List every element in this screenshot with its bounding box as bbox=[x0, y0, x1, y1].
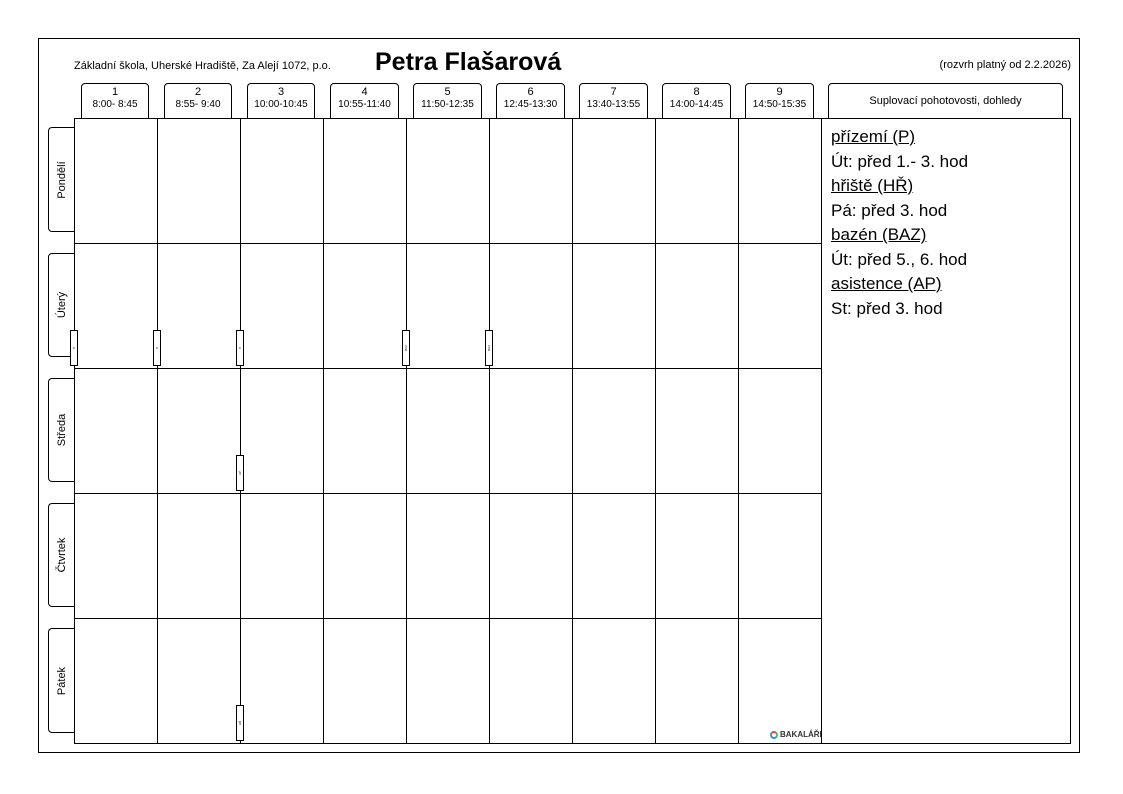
timetable-grid bbox=[74, 118, 822, 744]
grid-line bbox=[75, 493, 821, 494]
logo-text: BAKALÁŘI bbox=[780, 730, 822, 739]
grid-line bbox=[572, 119, 573, 743]
duty-panel bbox=[821, 118, 1071, 744]
duty-detail: Út: před 1.- 3. hod bbox=[831, 151, 969, 171]
period-header-5: 5 11:50-12:35 bbox=[413, 83, 482, 118]
duty-marker: BAZ bbox=[402, 330, 410, 366]
duty-location: hřiště (HŘ) bbox=[831, 176, 914, 195]
duty-location: asistence (AP) bbox=[831, 274, 942, 293]
day-tab-monday: Pondělí bbox=[48, 127, 75, 232]
period-header-8: 8 14:00-14:45 bbox=[662, 83, 731, 118]
grid-line bbox=[75, 368, 821, 369]
grid-line bbox=[240, 119, 241, 743]
grid-line bbox=[406, 119, 407, 743]
period-header-4: 4 10:55-11:40 bbox=[330, 83, 399, 118]
teacher-name: Petra Flašarová bbox=[375, 48, 562, 76]
duty-detail: Pá: před 3. hod bbox=[831, 200, 948, 220]
duty-marker: BAZ bbox=[485, 330, 493, 366]
period-header-7: 7 13:40-13:55 bbox=[579, 83, 648, 118]
period-header-2: 2 8:55- 9:40 bbox=[164, 83, 232, 118]
day-tab-tuesday: Úterý bbox=[48, 253, 75, 357]
bakalari-logo bbox=[770, 730, 822, 739]
grid-line bbox=[655, 119, 656, 743]
grid-line bbox=[75, 243, 821, 244]
duty-detail: Út: před 5., 6. hod bbox=[831, 249, 968, 269]
duty-location: bazén (BAZ) bbox=[831, 225, 927, 244]
duty-detail: St: před 3. hod bbox=[831, 298, 943, 318]
day-tab-friday: Pátek bbox=[48, 628, 75, 733]
grid-line bbox=[157, 119, 158, 743]
grid-line bbox=[738, 119, 739, 743]
grid-line bbox=[323, 119, 324, 743]
duty-header: Suplovací pohotovosti, dohledy bbox=[828, 83, 1063, 118]
period-header-9: 9 14:50-15:35 bbox=[745, 83, 814, 118]
duty-marker: P bbox=[153, 330, 161, 366]
day-tab-thursday: Čtvrtek bbox=[48, 503, 75, 607]
grid-line bbox=[75, 618, 821, 619]
period-header-1: 1 8:00- 8:45 bbox=[81, 83, 149, 118]
day-tab-wednesday: Středa bbox=[48, 378, 75, 482]
school-name: Základní škola, Uherské Hradiště, Za Alejí 1072, p.o. bbox=[74, 60, 331, 72]
period-header-3: 3 10:00-10:45 bbox=[247, 83, 315, 118]
duty-marker: AP bbox=[236, 455, 244, 491]
period-header-6: 6 12:45-13:30 bbox=[496, 83, 565, 118]
duty-location: přízemí (P) bbox=[831, 127, 916, 146]
grid-line bbox=[489, 119, 490, 743]
duty-marker: P bbox=[70, 330, 78, 366]
bakalari-logo-icon bbox=[770, 731, 778, 739]
duty-marker: P bbox=[236, 330, 244, 366]
valid-from: (rozvrh platný od 2.2.2026) bbox=[939, 59, 1071, 71]
duty-marker: HŘ bbox=[236, 705, 244, 741]
